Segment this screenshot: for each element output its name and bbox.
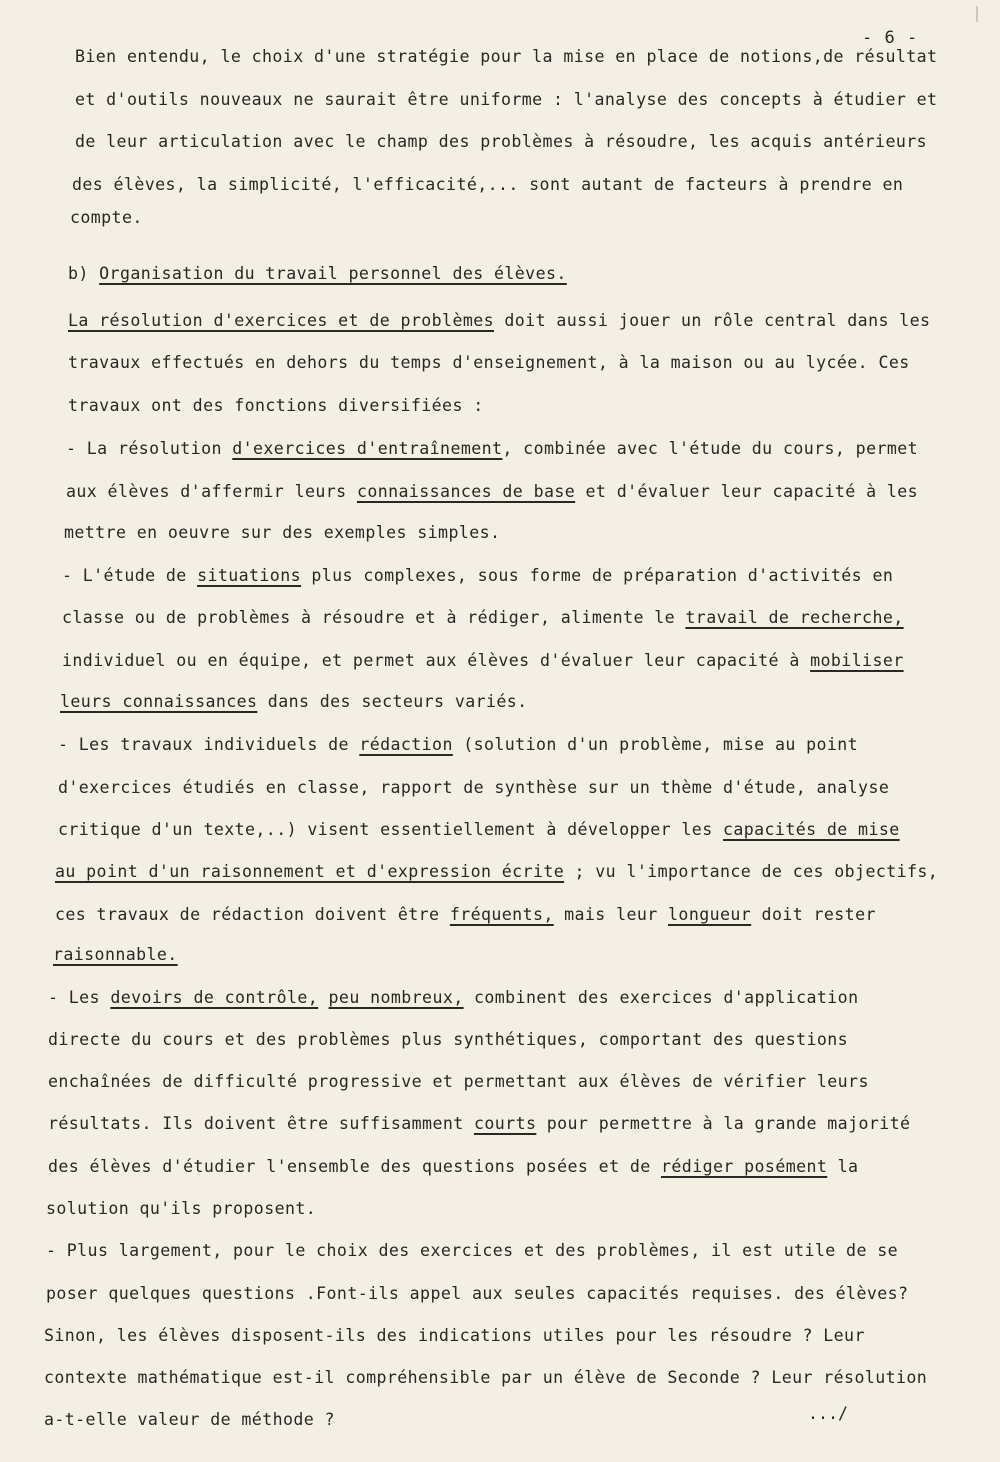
text-line: ces travaux de rédaction doivent être fréquents, mais leur longueur doit rester bbox=[55, 905, 876, 924]
text-line: Sinon, les élèves disposent-ils des indications utiles pour les résoudre ? Leur bbox=[44, 1326, 865, 1345]
page-number: - 6 - bbox=[862, 28, 919, 48]
underlined-phrase: peu nombreux, bbox=[328, 988, 464, 1007]
underlined-phrase: Organisation du travail personnel des élèves. bbox=[99, 264, 567, 283]
underlined-phrase: devoirs de contrôle, bbox=[110, 988, 319, 1007]
text-line: travaux ont des fonctions diversifiées : bbox=[68, 396, 484, 415]
text-line: - Les travaux individuels de rédaction (solution d'un problème, mise au point bbox=[58, 735, 859, 754]
text-line: critique d'un texte,..) visent essentiellement à développer les capacités de mise bbox=[58, 820, 900, 839]
text-line: des élèves, la simplicité, l'efficacité,... sont autant de facteurs à prendre en bbox=[72, 175, 904, 194]
underlined-phrase: rédaction bbox=[359, 735, 453, 754]
text-line: au point d'un raisonnement et d'expression écrite ; vu l'importance de ces objectifs, bbox=[55, 862, 939, 881]
text-line: contexte mathématique est-il compréhensible par un élève de Seconde ? Leur résolution bbox=[44, 1368, 928, 1387]
text-line: enchaînées de difficulté progressive et permettant aux élèves de vérifier leurs bbox=[48, 1072, 869, 1091]
text-line: a-t-elle valeur de méthode ? bbox=[44, 1410, 335, 1429]
text-line: mettre en oeuvre sur des exemples simples. bbox=[64, 523, 501, 542]
text-line: - Plus largement, pour le choix des exercices et des problèmes, il est utile de se bbox=[46, 1241, 899, 1260]
underlined-phrase: courts bbox=[474, 1114, 537, 1133]
text-line: d'exercices étudiés en classe, rapport de synthèse sur un thème d'étude, analyse bbox=[58, 778, 890, 797]
text-line: aux élèves d'affermir leurs connaissances de base et d'évaluer leur capacité à les bbox=[66, 482, 919, 501]
text-line: Bien entendu, le choix d'une stratégie pour la mise en place de notions,de résultat bbox=[75, 47, 938, 66]
text-line: poser quelques questions .Font-ils appel aux seules capacités requises. des élèves? bbox=[46, 1284, 909, 1303]
continuation-mark: .../ bbox=[808, 1404, 848, 1423]
text-line: leurs connaissances dans des secteurs variés. bbox=[60, 692, 528, 711]
scan-edge-mark bbox=[976, 6, 978, 22]
text-line: résultats. Ils doivent être suffisamment courts pour permettre à la grande majorité bbox=[48, 1114, 911, 1133]
underlined-phrase: fréquents, bbox=[449, 905, 554, 924]
underlined-phrase: rédiger posément bbox=[661, 1157, 828, 1176]
text-line: solution qu'ils proposent. bbox=[46, 1199, 317, 1218]
text-line: individuel ou en équipe, et permet aux élèves d'évaluer leur capacité à mobiliser bbox=[62, 651, 904, 670]
text-line: directe du cours et des problèmes plus synthétiques, comportant des questions bbox=[48, 1030, 849, 1049]
underlined-phrase: connaissances de base bbox=[356, 482, 576, 501]
underlined-phrase: longueur bbox=[668, 905, 752, 924]
text-line: La résolution d'exercices et de problèmes doit aussi jouer un rôle central dans les bbox=[68, 311, 931, 330]
underlined-phrase: capacités de mise bbox=[722, 820, 900, 839]
underlined-phrase: leurs connaissances bbox=[60, 692, 258, 711]
underlined-phrase: situations bbox=[197, 566, 301, 585]
underlined-phrase: au point d'un raisonnement et d'expression écrite bbox=[55, 862, 565, 881]
text-line bbox=[53, 945, 178, 965]
text-line: b) Organisation du travail personnel des élèves. bbox=[68, 264, 567, 283]
text-line: travaux effectués en dehors du temps d'enseignement, à la maison ou au lycée. Ces bbox=[68, 353, 910, 372]
text-line: - Les devoirs de contrôle, peu nombreux, combinent des exercices d'application bbox=[48, 988, 859, 1007]
underlined-phrase: d'exercices d'entraînement bbox=[232, 439, 503, 458]
underlined-phrase: mobiliser bbox=[810, 651, 904, 670]
text-line: classe ou de problèmes à résoudre et à rédiger, alimente le travail de recherche, bbox=[62, 608, 904, 627]
text-line: - La résolution d'exercices d'entraînement, combinée avec l'étude du cours, permet bbox=[66, 439, 919, 458]
text-line: et d'outils nouveaux ne saurait être uniforme : l'analyse des concepts à étudier et bbox=[75, 90, 938, 109]
text-line: compte. bbox=[70, 208, 143, 227]
text-line: - L'étude de situations plus complexes, sous forme de préparation d'activités en bbox=[62, 566, 894, 585]
underlined-phrase: raisonnable. bbox=[53, 945, 178, 964]
underlined-phrase: La résolution d'exercices et de problèmes bbox=[68, 311, 495, 330]
text-line: des élèves d'étudier l'ensemble des questions posées et de rédiger posément la bbox=[48, 1157, 859, 1176]
text-line: de leur articulation avec le champ des problèmes à résoudre, les acquis antérieurs bbox=[75, 132, 928, 151]
underlined-phrase: travail de recherche, bbox=[685, 608, 904, 627]
